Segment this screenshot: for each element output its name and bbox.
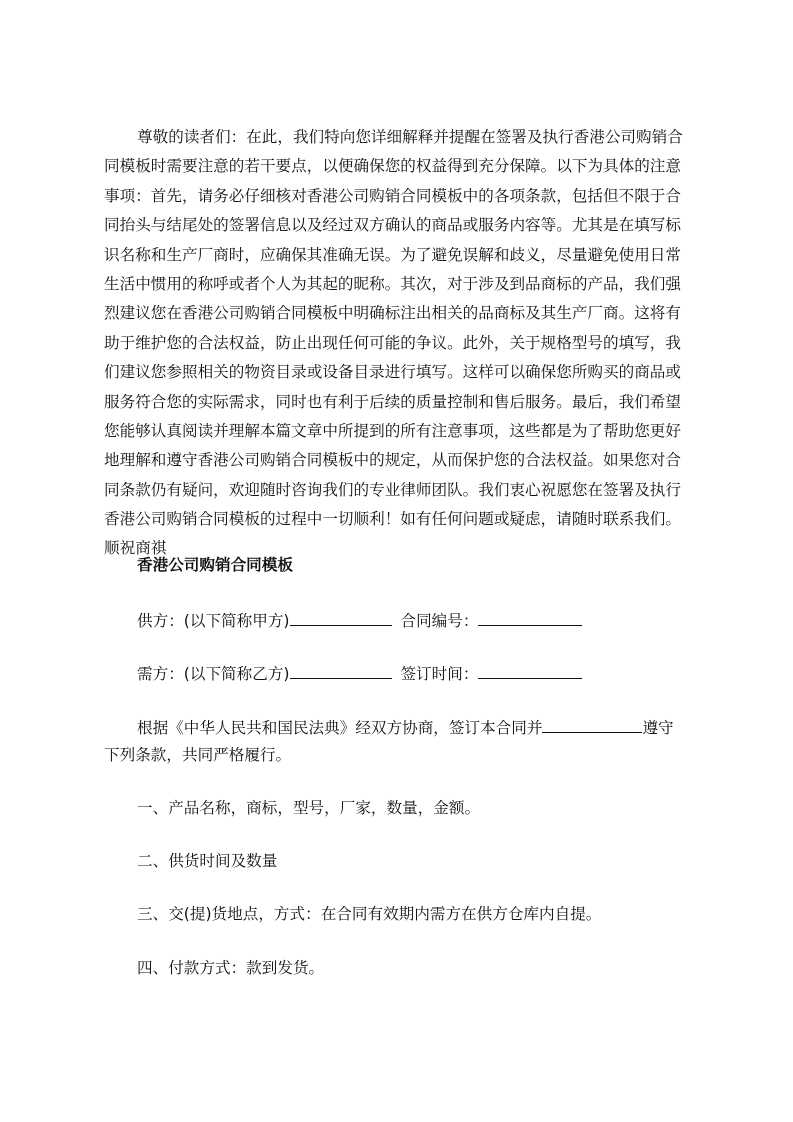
supplier-blank — [290, 610, 392, 626]
preamble-blank — [542, 717, 642, 733]
preamble-text: 根据《中华人民共和国民法典》经双方协商，签订本合同并 — [137, 719, 543, 737]
letter-line: 尊敬的读者们：在此，我们特向您详细解释并提醒在签署及执行香港公司购销合 — [137, 128, 683, 146]
letter-line: 同模板时需要注意的若干要点，以便确保您的权益得到充分保障。以下为具体的注意 — [104, 157, 681, 175]
supplier-row — [137, 610, 582, 631]
letter-line: 服务符合您的实际需求，同时也有利于后续的质量控制和售后服务。最后，我们希望 — [104, 393, 681, 411]
letter-line: 地理解和遵守香港公司购销合同模板中的规定，从而保护您的合法权益。如果您对合 — [104, 451, 681, 469]
letter-line: 烈建议您在香港公司购销合同模板中明确标注出相关的品商标及其生产厂商。这将有 — [104, 304, 681, 322]
buyer-row — [137, 663, 582, 684]
letter-line: 助于维护您的合法权益，防止出现任何可能的争议。此外，关于规格型号的填写，我 — [104, 334, 681, 352]
buyer-label: 需方：(以下简称乙方) — [137, 665, 290, 683]
supplier-label: 供方：(以下简称甲方) — [137, 612, 290, 630]
letter-line: 同抬头与结尾处的签署信息以及经过双方确认的商品或服务内容等。尤其是在填写标 — [104, 216, 681, 234]
letter-line: 们建议您参照相关的物资目录或设备目录进行填写。这样可以确保您所购买的商品或 — [104, 363, 681, 381]
contract-no-blank — [478, 610, 582, 626]
preamble-line-2: 下列条款，共同严格履行。 — [104, 746, 292, 764]
letter-closing: 顺祝商祺 — [104, 539, 167, 557]
letter-line: 香港公司购销合同模板的过程中一切顺利！如有任何问题或疑虑，请随时联系我们。 — [104, 510, 681, 528]
clause-1: 一、产品名称，商标，型号，厂家，数量，金额。 — [137, 799, 481, 817]
preamble-line-1 — [137, 717, 674, 738]
letter-line: 识名称和生产厂商时，应确保其准确无误。为了避免误解和歧义，尽量避免使用日常 — [104, 246, 681, 264]
letter-line: 同条款仍有疑问，欢迎随时咨询我们的专业律师团队。我们衷心祝愿您在签署及执行 — [104, 481, 681, 499]
buyer-blank — [290, 663, 392, 679]
sign-time-blank — [478, 663, 582, 679]
preamble-text-end: 遵守 — [642, 719, 674, 737]
clause-4: 四、付款方式：款到发货。 — [137, 959, 325, 977]
letter-line: 您能够认真阅读并理解本篇文章中所提到的所有注意事项，这些都是为了帮助您更好 — [104, 422, 681, 440]
letter-line: 生活中惯用的称呼或者个人为其起的昵称。其次，对于涉及到品商标的产品，我们强 — [104, 275, 681, 293]
clause-3: 三、交(提)货地点，方式：在合同有效期内需方在供方仓库内自提。 — [137, 905, 602, 923]
contract-no-label: 合同编号： — [400, 612, 479, 630]
contract-title: 香港公司购销合同模板 — [137, 556, 293, 574]
clause-2: 二、供货时间及数量 — [137, 852, 278, 870]
letter-line: 事项：首先，请务必仔细核对香港公司购销合同模板中的各项条款，包括但不限于合 — [104, 187, 681, 205]
sign-time-label: 签订时间： — [400, 665, 479, 683]
